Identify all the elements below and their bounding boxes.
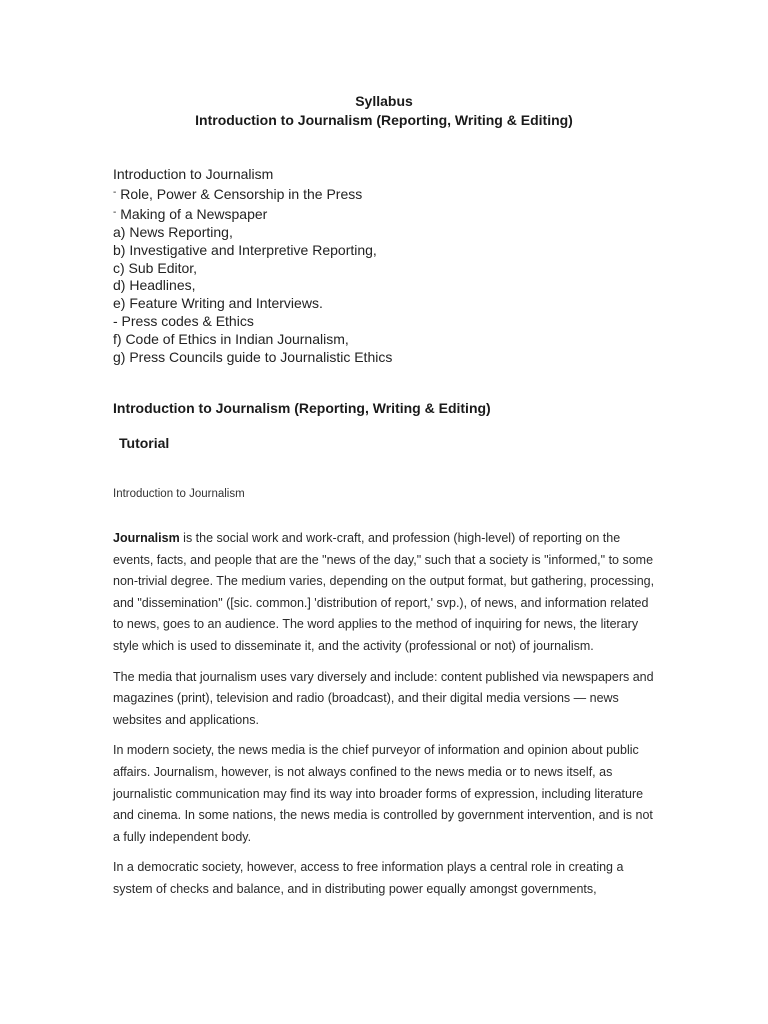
outline-item: g) Press Councils guide to Journalistic Ethics (113, 349, 393, 366)
document-subtitle: Introduction to Journalism (Reporting, Writing & Editing) (195, 112, 573, 128)
section-title: Introduction to Journalism (Reporting, Writing & Editing) (113, 400, 491, 416)
syllabus-outline (113, 166, 673, 367)
article-body (113, 528, 658, 910)
outline-heading: Introduction to Journalism (113, 166, 274, 182)
paragraph: The media that journalism uses vary diversely and include: content published via newspapers and magazines (print), television and radio (broadcast), and their digital media versions — news websites and applications. (113, 669, 654, 727)
paragraph: In a democratic society, however, access to free information plays a central role in creating a system of checks and balance, and in distributing power equally amongst governments, (113, 860, 624, 896)
outline-item: e) Feature Writing and Interviews. (113, 295, 323, 312)
outline-item: - Role, Power & Censorship in the Press (113, 185, 363, 202)
document-title: Syllabus (355, 93, 413, 109)
outline-item: c) Sub Editor, (113, 259, 198, 276)
paragraph: Journalism is the social work and work-craft, and profession (high-level) of reporting on the events, facts, and people that are the "news of the day," such that a society is "informed," to some non-trivial degree. The medium varies, depending on the output format, but gathering, processing, and "dissemination" ([sic. common.] 'distribution of report,' svp.), of news, and information related to news, goes to an audience. The word applies to the method of inquiring for news, the literary style which is used to disseminate it, and the activity (professional or not) of journalism. (113, 531, 655, 653)
outline-item: f) Code of Ethics in Indian Journalism, (113, 331, 349, 348)
tutorial-heading: Tutorial (119, 435, 170, 451)
outline-item: - Press codes & Ethics (113, 313, 254, 330)
outline-item: b) Investigative and Interpretive Reporting, (113, 241, 377, 258)
paragraph: In modern society, the news media is the chief purveyor of information and opinion about public affairs. Journalism, however, is not always confined to the news media or to news itself, as journalistic communication may find its way into broader forms of expression, including literature and cinema. In some nations, the news media is controlled by government intervention, and is not a fully independent body. (113, 743, 653, 844)
outline-item: d) Headlines, (113, 277, 196, 294)
section-subheading: Introduction to Journalism (113, 488, 245, 500)
bold-term: Journalism (113, 531, 180, 545)
outline-item: - Making of a Newspaper (113, 205, 268, 222)
outline-item: a) News Reporting, (113, 223, 233, 240)
